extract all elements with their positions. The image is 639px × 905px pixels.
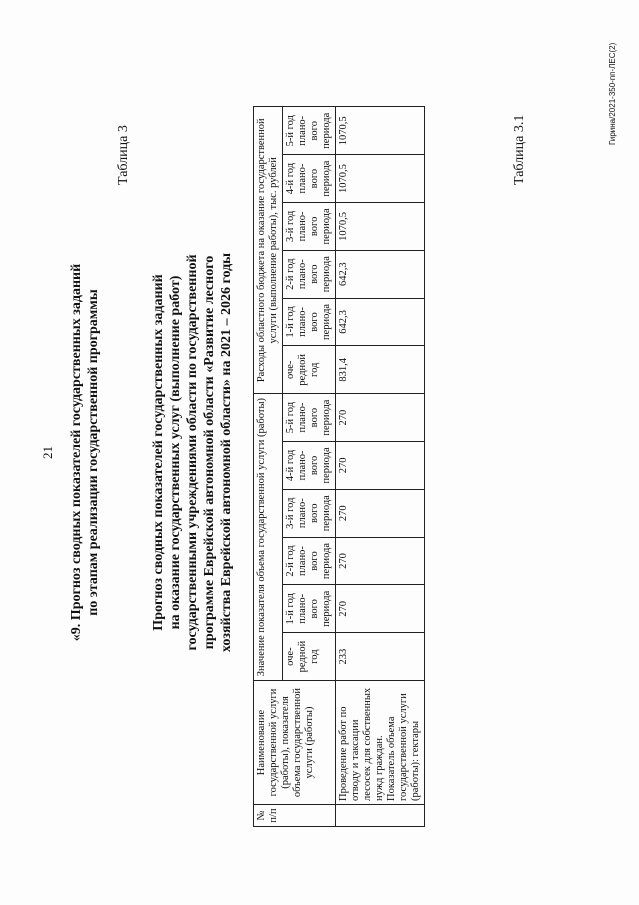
header-volume-year: 3-й год плано-вого периода [283,489,336,537]
table-3-1-label: Таблица 3.1 [512,114,527,185]
volume-cell: 270 [336,489,425,537]
table-caption-line: на оказание государственных услуг (выполнение работ) [168,275,183,630]
table-caption-line: хозяйства Еврейской автономной области» на 2021 – 2026 годы [219,252,234,653]
header-volume-year: 1-й год плано-вого периода [283,585,336,633]
expense-cell: 831,4 [336,346,425,394]
section-title-line: «9. Прогноз сводных показателей государственных заданий [69,263,84,642]
expense-cell: 1070,5 [336,107,425,155]
page-number: 21 [40,446,55,459]
row-service-name: Проведение работ по отводу и таксации лесосек для собственных нужд граждан. Показатель объема государственной услуги (работы): гектары [336,681,425,805]
table-caption [150,170,235,735]
header-volume-year: оче-редной год [283,633,336,681]
header-volume-year: 5-й год плано-вого периода [283,394,336,442]
volume-cell: 270 [336,442,425,490]
expense-cell: 1070,5 [336,202,425,250]
table-row [336,107,425,827]
table-caption-line: Прогноз сводных показателей государственных заданий [151,274,166,631]
header-expense-year: 5-й год плано-вого периода [283,107,336,155]
volume-cell: 270 [336,537,425,585]
header-name: Наименование государственной услуги (работы), показателя объема государственной услуги (работы) [254,681,336,805]
table-caption-line: программе Еврейской автономной области «Развитие лесного [202,255,217,650]
volume-cell: 233 [336,633,425,681]
section-title-line: по этапам реализации государственной программы [86,289,101,616]
header-expense-year: 2-й год плано-вого периода [283,250,336,298]
section-title [68,200,102,705]
indicators-table [253,106,425,827]
header-volume-year: 4-й год плано-вого периода [283,442,336,490]
expense-cell: 642,3 [336,298,425,346]
header-expense-group: Расходы областного бюджета на оказание государственной услуги (выполнение работы), тыс. рублей [254,107,283,394]
table-3-label: Таблица 3 [116,125,131,185]
header-volume-year: 2-й год плано-вого периода [283,537,336,585]
volume-cell: 270 [336,585,425,633]
footer-code: Гирина/2021-350-пп-ЛЕС(2) [608,42,617,145]
expense-cell: 642,3 [336,250,425,298]
expense-cell: 1070,5 [336,155,425,203]
row-num [336,805,425,827]
table-caption-line: государственными учреждениями области по государственной [185,254,200,651]
volume-cell: 270 [336,394,425,442]
header-expense-year: оче-редной год [283,346,336,394]
header-volume-group: Значение показателя объема государственной услуги (работы) [254,394,283,681]
header-num: № п/п [254,805,336,827]
header-expense-year: 3-й год плано-вого периода [283,202,336,250]
header-expense-year: 4-й год плано-вого периода [283,155,336,203]
header-expense-year: 1-й год плано-вого периода [283,298,336,346]
